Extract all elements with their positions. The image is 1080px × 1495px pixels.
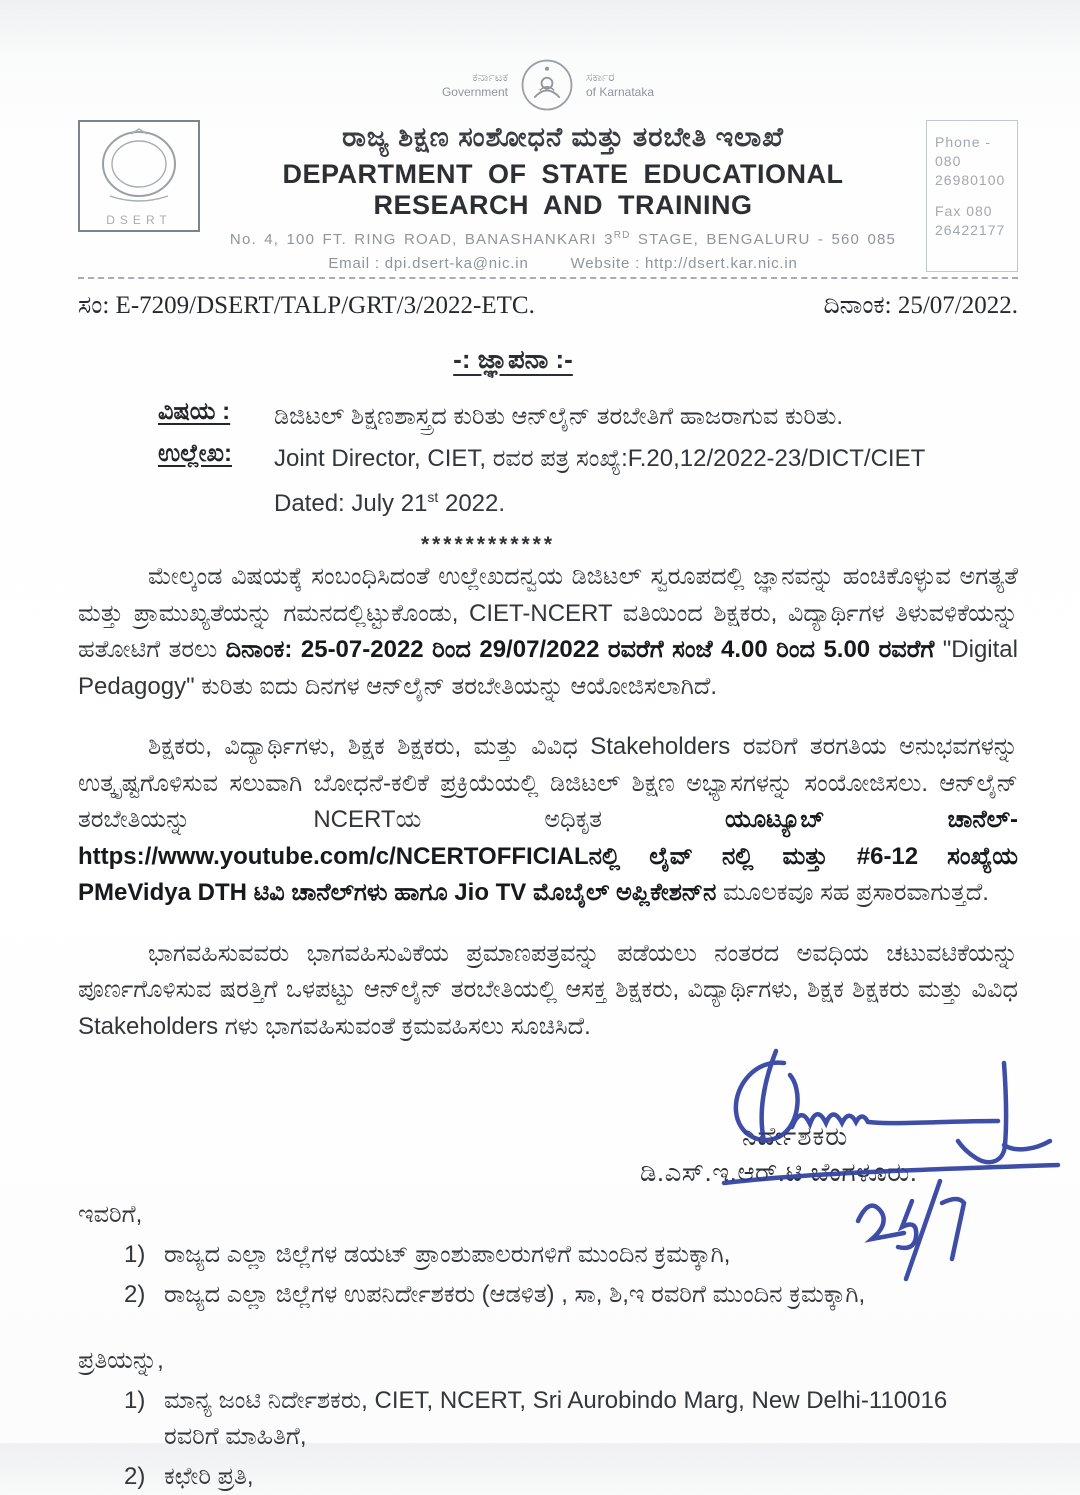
department-address xyxy=(208,230,918,248)
list-item xyxy=(78,1459,1018,1495)
item-number: 2) xyxy=(124,1281,146,1308)
item-number: 1) xyxy=(124,1241,146,1268)
p2-text-tail: ಮೂಲಕವೂ ಸಹ ಪ್ರಸಾರವಾಗುತ್ತದೆ. xyxy=(716,879,989,906)
to-list xyxy=(78,1237,1018,1313)
cited-date-post: 2022. xyxy=(438,490,506,517)
subject-text: ಡಿಜಿಟಲ್ ಶಿಕ್ಷಣಶಾಸ್ತ್ರದ ಕುರಿತು ಆನ್‌ಲೈನ್ ತರಬೇತಿಗೆ ಹಾಜರಾಗುವ ಕುರಿತು. xyxy=(274,403,844,430)
address-post: STAGE, BENGALURU - 560 085 xyxy=(630,231,897,248)
list-item xyxy=(78,1237,1018,1273)
copy-heading: ಪ್ರತಿಯನ್ನು, xyxy=(78,1347,164,1374)
dsert-seal-icon xyxy=(84,126,194,211)
p1-bold-dates: ದಿನಾಂಕ: 25-07-2022 ರಿಂದ 29/07/2022 ರವರೆಗೆ ಸಂಜೆ 4.00 ರಿಂದ 5.00 ರವರೆಗೆ xyxy=(225,636,935,663)
phone-label: Phone - 080 xyxy=(935,134,992,169)
star-separator: ************ xyxy=(420,533,556,556)
dsert-logo-caption: DSERT xyxy=(106,213,172,227)
signatory-organization: ಡಿ.ಎಸ್.ಇ.ಆರ್.ಟಿ ಬೆಂಗಳೂರು. xyxy=(640,1157,918,1187)
cited-date-pre: Dated: July 21 xyxy=(274,490,428,517)
signatory-designation: ನಿರ್ದೇಶಕರು xyxy=(742,1121,849,1151)
department-title-english: DEPARTMENT OF STATE EDUCATIONAL RESEARCH AND TRAINING xyxy=(282,159,844,220)
department-email: Email : dpi.dsert-ka@nic.in xyxy=(328,255,529,272)
body-paragraph-1 xyxy=(78,559,1018,705)
item-text: ರಾಜ್ಯದ ಎಲ್ಲಾ ಜಿಲ್ಲೆಗಳ ಡಯಟ್ ಪ್ರಾಂಶುಪಾಲರುಗಳಿಗೆ ಮುಂದಿನ ಕ್ರಮಕ್ಕಾಗಿ, xyxy=(164,1241,731,1268)
fax-number: 26422177 xyxy=(935,222,1006,238)
address-pre: No. 4, 100 FT. RING ROAD, BANASHANKARI 3 xyxy=(229,231,614,248)
memo-heading: -: ಜ್ಞಾಪನಾ :- xyxy=(453,344,573,374)
cited-reference-line1: Joint Director, CIET, ರವರ ಪತ್ರ ಸಂಖ್ಯೆ:F.20,12/2022-23/DICT/CIET xyxy=(274,445,926,472)
letter-number: ಸಂ: E-7209/DSERT/TALP/GRT/3/2022-ETC. xyxy=(78,292,535,319)
subject-block xyxy=(78,398,1018,436)
fax-label: Fax 080 xyxy=(935,203,993,219)
body-paragraph-3: ಭಾಗವಹಿಸುವವರು ಭಾಗವಹಿಸುವಿಕೆಯ ಪ್ರಮಾಣಪತ್ರವನ್ನು ಪಡೆಯಲು ನಂತರದ ಅವಧಿಯ ಚಟುವಟಿಕೆಯನ್ನು ಪೂರ್ಣಗೊಳಿಸುವ ಷರತ್ತಿಗೆ ಒಳಪಟ್ಟು ಆನ್‌ಲೈನ್ ತರಬೇತಿಯಲ್ಲಿ ಆಸಕ್ತ ಶಿಕ್ಷಕರು, ವಿದ್ಯಾರ್ಥಿಗಳು, ಶಿಕ್ಷಕ ಶಿಕ್ಷಕರು ಮತ್ತು ವಿವಿಧ Stakeholders ಗಳು ಭಾಗವಹಿಸುವಂತೆ ಕ್ರಮವಹಿಸಲು ಸೂಚಿಸಿದೆ. xyxy=(78,939,1018,1040)
p2-text: ಶಿಕ್ಷಕರು, ವಿದ್ಯಾರ್ಥಿಗಳು, ಶಿಕ್ಷಕ ಶಿಕ್ಷಕರು, ಮತ್ತು ವಿವಿಧ Stakeholders ರವರಿಗೆ ತರಗತಿಯ ಅನುಭವಗಳನ್ನು ಉತ್ಕೃಷ್ಟಗೊಳಿಸುವ ಸಲುವಾಗಿ ಬೋಧನೆ-ಕಲಿಕೆ ಪ್ರಕ್ರಿಯೆಯಲ್ಲಿ ಡಿಜಿಟಲ್ ಶಿಕ್ಷಣ ಅಭ್ಯಾಸಗಳನ್ನು ಸಂಯೋಜಿಸಲು. ಆನ್‌ಲೈನ್ ತರಬೇತಿಯನ್ನು NCERTಯ ಅಧಿಕೃತ xyxy=(78,733,1018,833)
phone-block xyxy=(935,133,1011,190)
p2-bold-channels: ಯೂಟ್ಯೂಬ್ ಚಾನೆಲ್- https://www.youtube.com/c/NCERTOFFICIALನಲ್ಲಿ ಲೈವ್ ನಲ್ಲಿ ಮತ್ತು #6-12 ಸಂಖ್ಯೆಯ PMeVidya DTH ಟಿವಿ ಚಾನೆಲ್‌ಗಳು ಹಾಗೂ Jio TV ಮೊಬೈಲ್ ಅಪ್ಲಿಕೇಶನ್‌ನ xyxy=(78,806,1018,906)
cited-reference-block xyxy=(78,440,1018,523)
cited-date-ordinal: st xyxy=(427,489,439,505)
item-text: ಮಾನ್ಯ ಜಂಟಿ ನಿರ್ದೇಶಕರು, CIET, NCERT, Sri Aurobindo Marg, New Delhi-110016 ರವರಿಗೆ ಮಾಹಿತಿಗೆ, xyxy=(164,1387,948,1450)
signature-block xyxy=(78,1069,1018,1197)
subject-label: ವಿಷಯ : xyxy=(158,398,231,425)
list-item xyxy=(78,1277,1018,1313)
phone-number: 26980100 xyxy=(935,172,1006,188)
item-text: ರಾಜ್ಯದ ಎಲ್ಲಾ ಜಿಲ್ಲೆಗಳ ಉಪನಿರ್ದೇಶಕರು (ಆಡಳಿತ) , ಸಾ, ಶಿ,ಇ ರವರಿಗೆ ಮುಂದಿನ ಕ್ರಮಕ್ಕಾಗಿ, xyxy=(164,1281,866,1308)
to-section xyxy=(78,1201,1018,1313)
p1-text-tail: "Digital Pedagogy" ಕುರಿತು ಐದು ದಿನಗಳ ಆನ್‌ಲೈನ್ ತರಬೇತಿಯನ್ನು ಆಯೋಜಿಸಲಾಗಿದೆ. xyxy=(78,636,1018,700)
emblem-right-caption xyxy=(586,70,654,100)
body-paragraph-2 xyxy=(78,729,1018,912)
letterhead xyxy=(78,120,1018,272)
address-ordinal: RD xyxy=(613,230,631,241)
letterhead-center xyxy=(200,120,926,272)
emblem-right-bottom: of Karnataka xyxy=(585,85,655,99)
emblem-left-bottom: Government xyxy=(441,85,508,99)
letterhead-divider xyxy=(78,277,1018,279)
cited-reference-text xyxy=(274,440,954,523)
emblem-right-top: ಸರ್ಕಾರ xyxy=(585,70,615,84)
item-number: 2) xyxy=(124,1463,146,1490)
list-item xyxy=(78,1383,1018,1455)
cited-reference-label: ಉಲ್ಲೇಖ: xyxy=(158,440,232,467)
to-heading: ಇವರಿಗೆ, xyxy=(78,1201,143,1228)
emblem-left-top: ಕರ್ನಾಟಕ xyxy=(472,70,508,84)
phone-fax-box xyxy=(926,120,1018,272)
department-title-kannada: ರಾಜ್ಯ ಶಿಕ್ಷಣ ಸಂಶೋಧನೆ ಮತ್ತು ತರಬೇತಿ ಇಲಾಖೆ xyxy=(342,122,784,152)
cited-reference-line2 xyxy=(274,490,505,517)
department-website: Website : http://dsert.kar.nic.in xyxy=(570,255,798,272)
government-emblem xyxy=(78,56,1018,114)
copy-list xyxy=(78,1383,1018,1495)
reference-row xyxy=(78,292,1018,320)
department-contacts xyxy=(208,255,918,272)
item-number: 1) xyxy=(124,1387,146,1414)
item-text: ಕಛೇರಿ ಪ್ರತಿ, xyxy=(164,1463,254,1490)
karnataka-emblem-icon xyxy=(518,56,576,114)
copy-section xyxy=(78,1347,1018,1495)
p1-text: ಮೇಲ್ಕಂಡ ವಿಷಯಕ್ಕೆ ಸಂಬಂಧಿಸಿದಂತೆ ಉಲ್ಲೇಖದನ್ವಯ ಡಿಜಿಟಲ್ ಸ್ವರೂಪದಲ್ಲಿ ಜ್ಞಾನವನ್ನು ಹಂಚಿಕೊಳ್ಳುವ ಅಗತ್ಯತೆ ಮತ್ತು ಪ್ರಾಮುಖ್ಯತೆಯನ್ನು ಗಮನದಲ್ಲಿಟ್ಟುಕೊಂಡು, CIET-NCERT ವತಿಯಿಂದ ಶಿಕ್ಷಕರು, ವಿದ್ಯಾರ್ಥಿಗಳ ತಿಳುವಳಿಕೆಯನ್ನು ಹತೋಟಿಗೆ ತರಲು xyxy=(78,563,1018,663)
letter-date: ದಿನಾಂಕ: 25/07/2022. xyxy=(823,292,1018,319)
dsert-logo xyxy=(78,120,200,232)
emblem-left-caption xyxy=(442,70,508,100)
fax-block xyxy=(935,202,1011,240)
